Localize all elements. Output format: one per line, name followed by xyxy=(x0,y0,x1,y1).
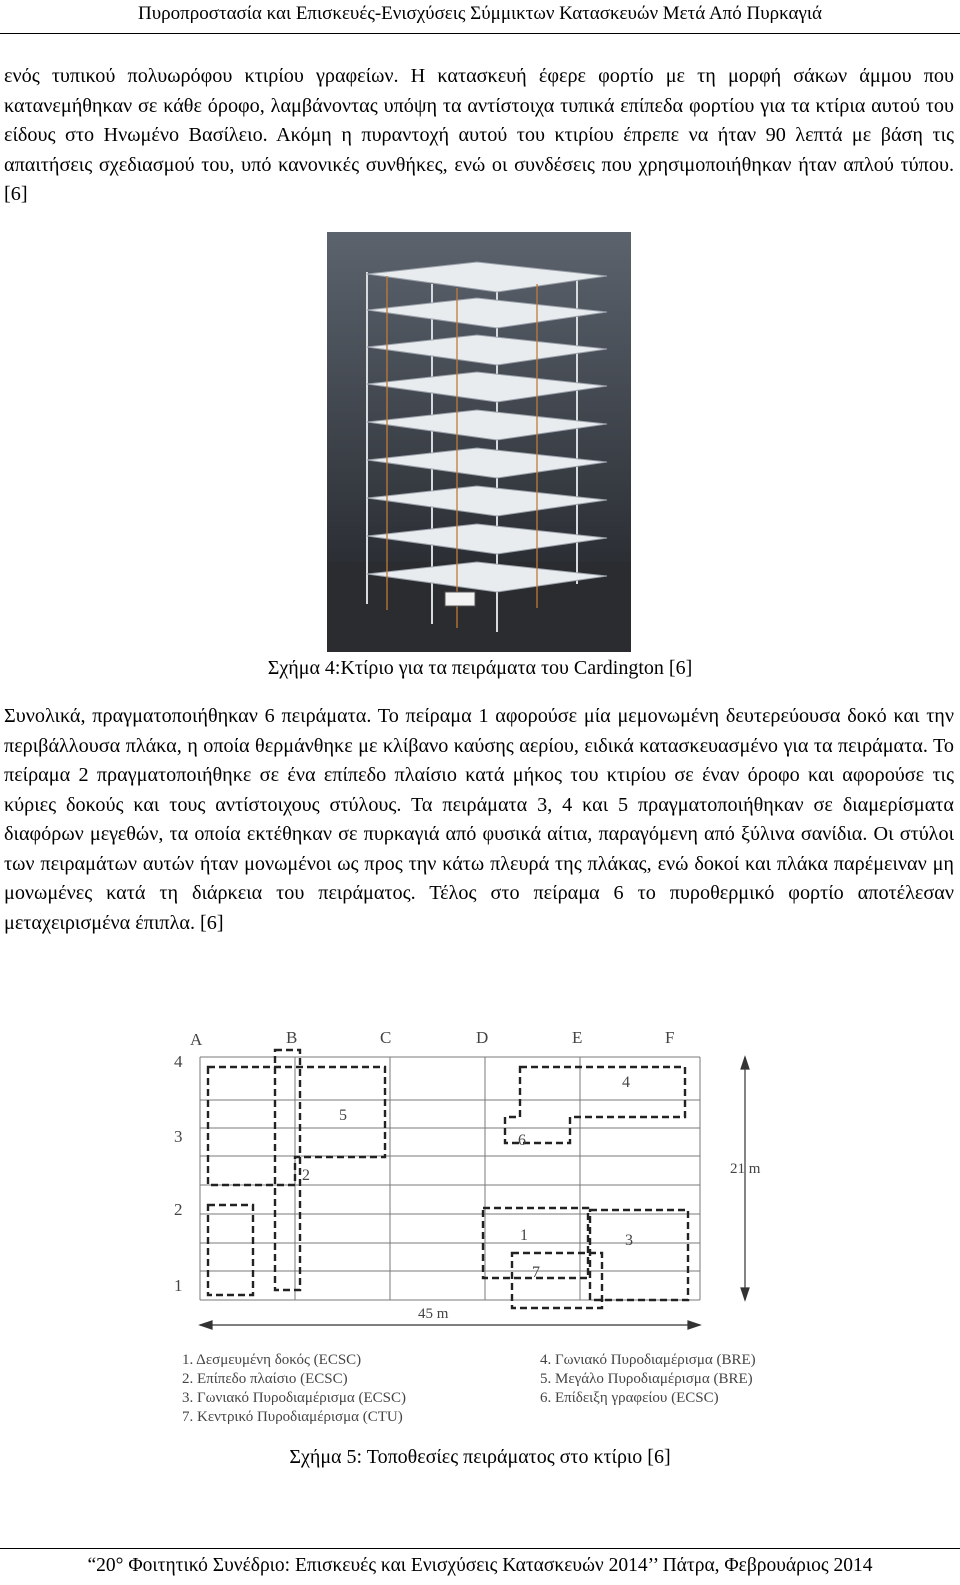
column-label: A xyxy=(190,1030,203,1049)
zone-label: 4 xyxy=(622,1074,630,1091)
zone-label: 7 xyxy=(532,1264,540,1281)
figure-4-caption: Σχήμα 4:Κτίριο για τα πειράματα του Cardington [6] xyxy=(267,657,693,679)
header-title: Πυροπροστασία και Επισκευές-Ενισχύσεις Σύμμικτων Κατασκευών Μετά Από Πυρκαγιά xyxy=(138,3,822,24)
legend-item: 1. Δεσμευμένη δοκός (ECSC) xyxy=(182,1352,362,1368)
paragraph-2: Συνολικά, πραγματοποιήθηκαν 6 πειράματα. Το πείραμα 1 αφορούσε μία μεμονωμένη δευτερεύουσα δοκό και την περιβάλλουσα πλάκα, η οποία θερμάνθηκε με κλίβανο καύσης αερίου, ειδικά κατασκευασμένο για τα πειράματα. Το πείραμα 2 πραγματοποιήθηκε σε ένα επίπεδο πλαίσιο κατά μήκος του κτιρίου σε έναν όροφο και αφορούσε τις κύριες δοκούς και τους αντίστοιχους στύλους. Τα πειράματα 3, 4 και 5 πραγματοποιήθηκαν σε διαμερίσματα διαφόρων μεγεθών, τα οποία εκτέθηκαν σε πυρκαγιά από φυσικά αίτια, παραγόμενη από ξύλινα σανίδια. Οι στύλοι των πειραμάτων αυτών ήταν μονωμένοι ως προς την κάτω πλευρά της πλάκας, ενώ δοκοί και πλάκα παρέμειναν μη μονωμένες κατά τη διάρκεια του πειράματος. Τέλος στο πείραμα 6 το πυροθερμικό φορτίο αποτέλεσαν μεταχειρισμένα έπιπλα. [6] xyxy=(4,705,954,934)
column-label: F xyxy=(665,1028,675,1047)
row-label: 1 xyxy=(174,1276,183,1295)
cardington-building-photo xyxy=(327,232,631,652)
row-label: 3 xyxy=(174,1127,183,1146)
page-header xyxy=(0,0,960,34)
zone-label: 1 xyxy=(520,1227,528,1244)
width-dimension: 45 m xyxy=(418,1306,449,1322)
column-label: C xyxy=(380,1028,392,1047)
figure-5-caption: Σχήμα 5: Τοποθεσίες πειράματος στο κτίριο [6] xyxy=(289,1446,671,1468)
zone-label: 5 xyxy=(339,1107,347,1124)
column-label: D xyxy=(476,1028,489,1047)
legend-item: 6. Επίδειξη γραφείου (ECSC) xyxy=(540,1390,719,1406)
height-dimension: 21 m xyxy=(730,1161,761,1177)
paragraph-1: ενός τυπικού πολυωρόφου κτιρίου γραφείων. Η κατασκευή έφερε φορτίο με τη μορφή σάκων άμμου που κατανεμήθηκαν σε κάθε όροφο, λαμβάνοντας υπόψη τα αντίστοιχα τυπικά επίπεδα φορτίου για τα κτίρια αυτού του είδους στο Ηνωμένο Βασίλειο. Ακόμη η πυραντοχή αυτού του κτιρίου έπρεπε να ήταν 90 λεπτά με βάση τις απαιτήσεις σχεδιασμού του, υπό κανονικές συνθήκες, ενώ οι συνδέσεις που χρησιμοποιήθηκαν ήταν απλού τύπου.[6] xyxy=(4,65,954,205)
column-label: B xyxy=(286,1028,298,1047)
row-label: 4 xyxy=(174,1052,183,1071)
legend-item: 5. Μεγάλο Πυροδιαμέρισμα (BRE) xyxy=(540,1371,753,1387)
zone-label: 2 xyxy=(302,1167,310,1184)
legend-item: 7. Κεντρικό Πυροδιαμέρισμα (CTU) xyxy=(182,1409,403,1425)
page-footer xyxy=(0,1548,960,1585)
row-label: 2 xyxy=(174,1200,183,1219)
legend-item: 3. Γωνιακό Πυροδιαμέρισμα (ECSC) xyxy=(182,1390,407,1406)
footer-text: “20° Φοιτητικό Συνέδριο: Επισκευές και Ενισχύσεις Κατασκευών 2014’’ Πάτρα, Φεβρουάριος 2014 xyxy=(87,1555,873,1576)
column-label: E xyxy=(572,1028,583,1047)
legend-item: 4. Γωνιακό Πυροδιαμέρισμα (BRE) xyxy=(540,1352,756,1368)
zone-label: 6 xyxy=(518,1132,526,1149)
test-locations-floor-plan xyxy=(160,1025,800,1435)
zone-label: 3 xyxy=(625,1232,633,1249)
legend-item: 2. Επίπεδο πλαίσιο (ECSC) xyxy=(182,1371,348,1387)
